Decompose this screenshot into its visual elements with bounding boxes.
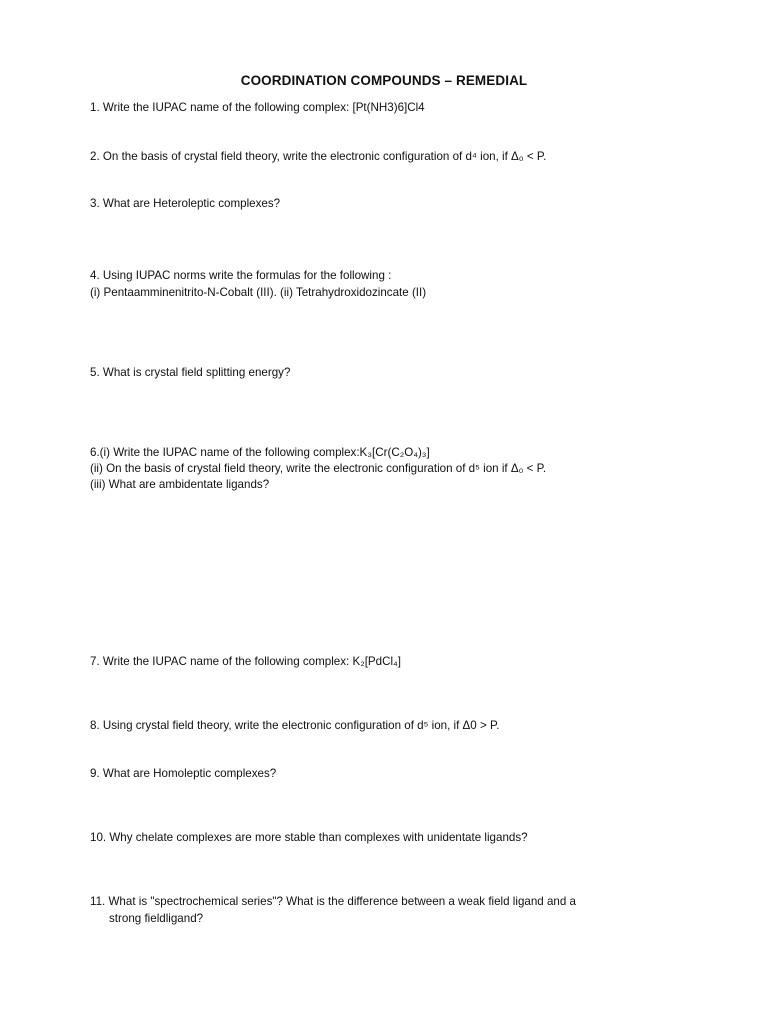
- question-4-line-1: 4. Using IUPAC norms write the formulas for the following :: [90, 269, 392, 282]
- question-9: 9. What are Homoleptic complexes?: [90, 767, 277, 780]
- question-7: 7. Write the IUPAC name of the following complex: K₂[PdCl₄]: [90, 655, 402, 668]
- question-4-line-2: (i) Pentaamminenitrito-N-Cobalt (III). (ii) Tetrahydroxidozincate (II): [90, 286, 427, 299]
- question-2: 2. On the basis of crystal field theory, write the electronic configuration of d⁴ ion, if Δ₀ < P.: [90, 150, 547, 163]
- question-10: 10. Why chelate complexes are more stable than complexes with unidentate ligands?: [90, 831, 528, 844]
- question-11-line-1: 11. What is "spectrochemical series"? What is the difference between a weak field ligand and a: [90, 895, 576, 908]
- question-11-line-2: strong fieldligand?: [109, 912, 204, 925]
- question-5: 5. What is crystal field splitting energy?: [90, 366, 291, 379]
- question-8: 8. Using crystal field theory, write the electronic configuration of d⁵ ion, if Δ0 > P.: [90, 719, 500, 732]
- question-1: 1. Write the IUPAC name of the following complex: [Pt(NH3)6]Cl4: [90, 101, 425, 114]
- question-6-line-1: 6.(i) Write the IUPAC name of the following complex:K₃[Cr(C₂O₄)₃]: [90, 446, 430, 459]
- question-6-line-3: (iii) What are ambidentate ligands?: [90, 478, 270, 491]
- page-title: COORDINATION COMPOUNDS – REMEDIAL: [240, 73, 528, 88]
- question-3: 3. What are Heteroleptic complexes?: [90, 197, 281, 210]
- question-6-line-2: (ii) On the basis of crystal field theory, write the electronic configuration of d⁵ ion if Δ₀ < P.: [90, 462, 547, 475]
